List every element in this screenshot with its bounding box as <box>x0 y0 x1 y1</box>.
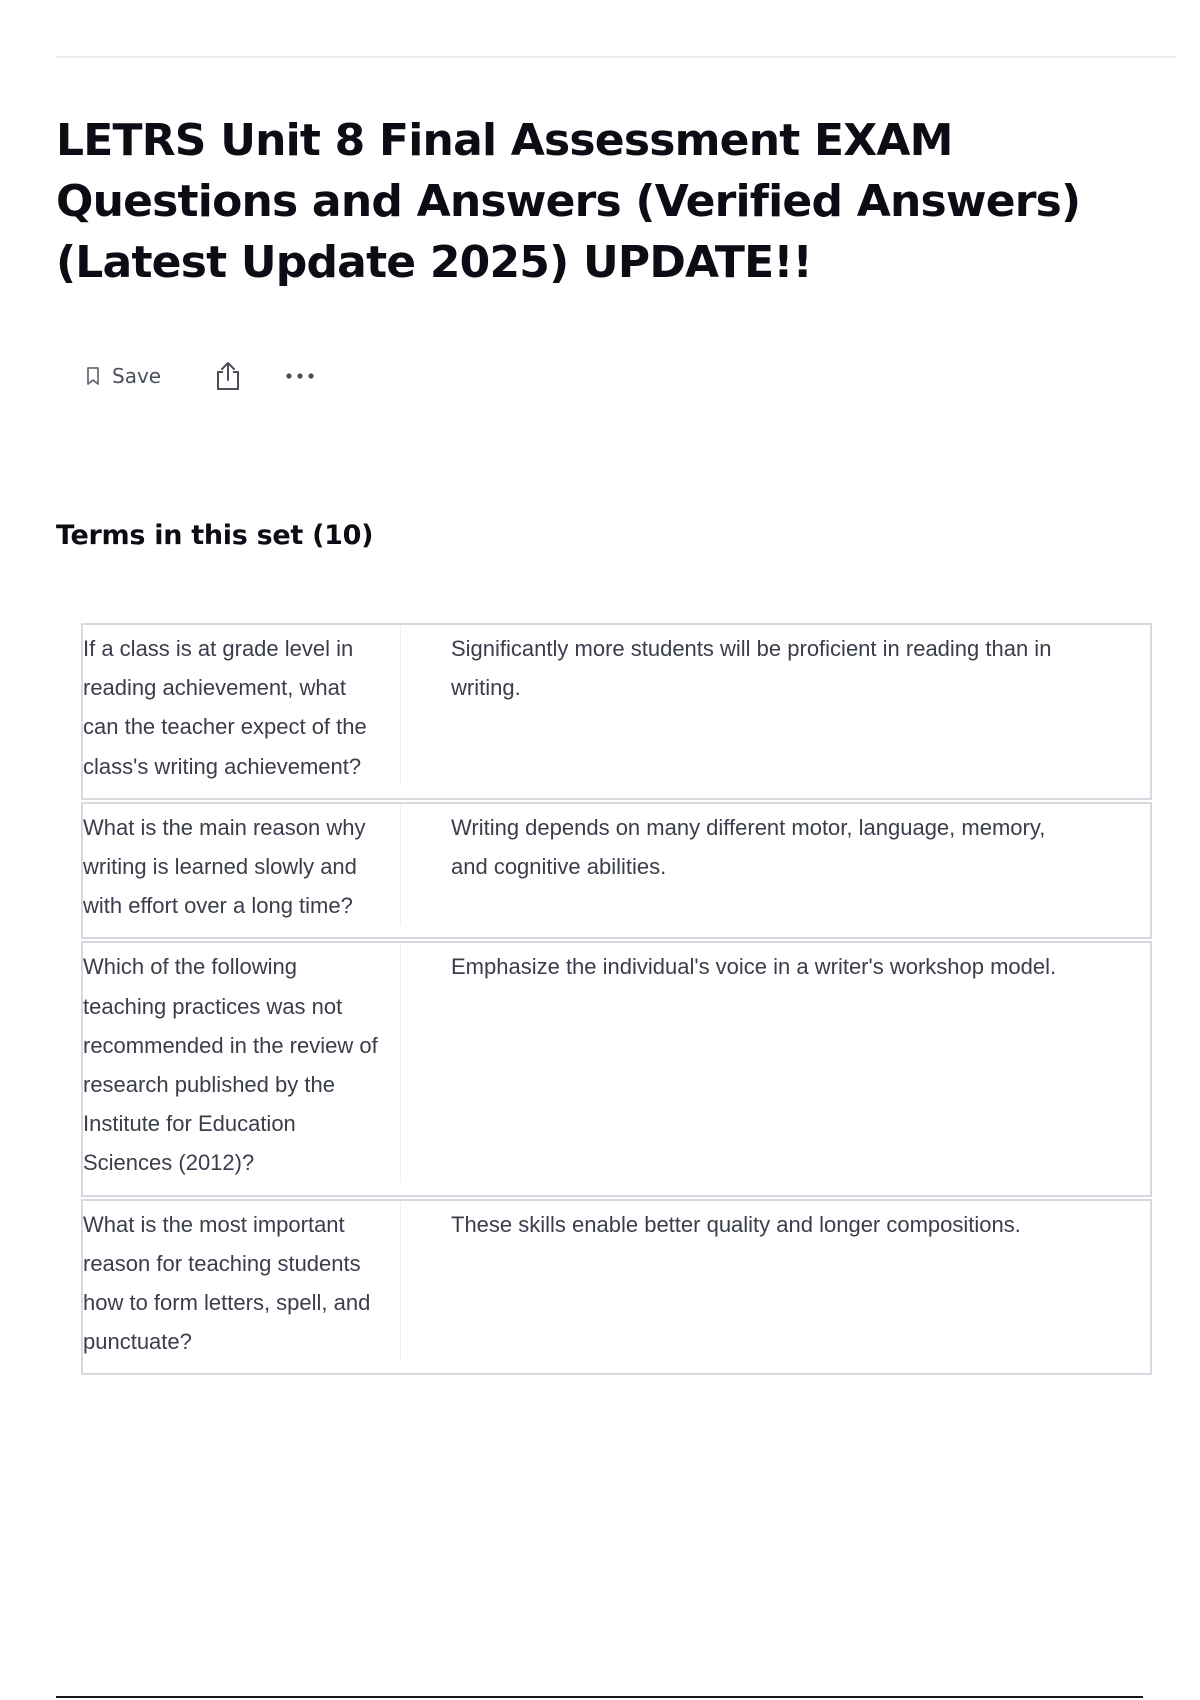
term-answer: Writing depends on many different motor, language, memory, and cognitive abilities. <box>451 814 1046 880</box>
more-options-icon <box>285 372 315 380</box>
term-card <box>81 623 1152 800</box>
save-button[interactable] <box>86 364 161 388</box>
term-card <box>81 802 1152 940</box>
term-question: What is the main reason why writing is learned slowly and with effort over a long time? <box>83 804 401 926</box>
bottom-divider <box>56 1696 1143 1698</box>
bookmark-icon <box>86 366 100 386</box>
save-label: Save <box>112 364 162 388</box>
page-title: LETRS Unit 8 Final Assessment EXAM Questions and Answers (Verified Answers) (Latest Update 2025) UPDATE!! <box>56 115 1081 288</box>
term-answer: Significantly more students will be proficient in reading than in writing. <box>451 636 1052 701</box>
term-question: If a class is at grade level in reading achievement, what can the teacher expect of the class's writing achievement? <box>83 625 401 786</box>
more-options-button[interactable] <box>285 372 315 380</box>
term-answer: These skills enable better quality and longer compositions. <box>451 1211 1021 1237</box>
share-button[interactable] <box>215 361 241 391</box>
top-divider <box>56 56 1176 58</box>
action-bar <box>86 358 315 394</box>
terms-list <box>81 623 1152 1377</box>
terms-heading: Terms in this set (10) <box>56 520 374 551</box>
term-question: Which of the following teaching practices was not recommended in the review of research published by the Institute for Education Sciences (2012)? <box>83 943 401 1182</box>
term-question: What is the most important reason for teaching students how to form letters, spell, and punctuate? <box>83 1201 401 1362</box>
term-card <box>81 1199 1152 1376</box>
term-answer: Emphasize the individual's voice in a writer's workshop model. <box>451 954 1057 980</box>
term-card <box>81 941 1152 1196</box>
share-icon <box>215 361 241 391</box>
